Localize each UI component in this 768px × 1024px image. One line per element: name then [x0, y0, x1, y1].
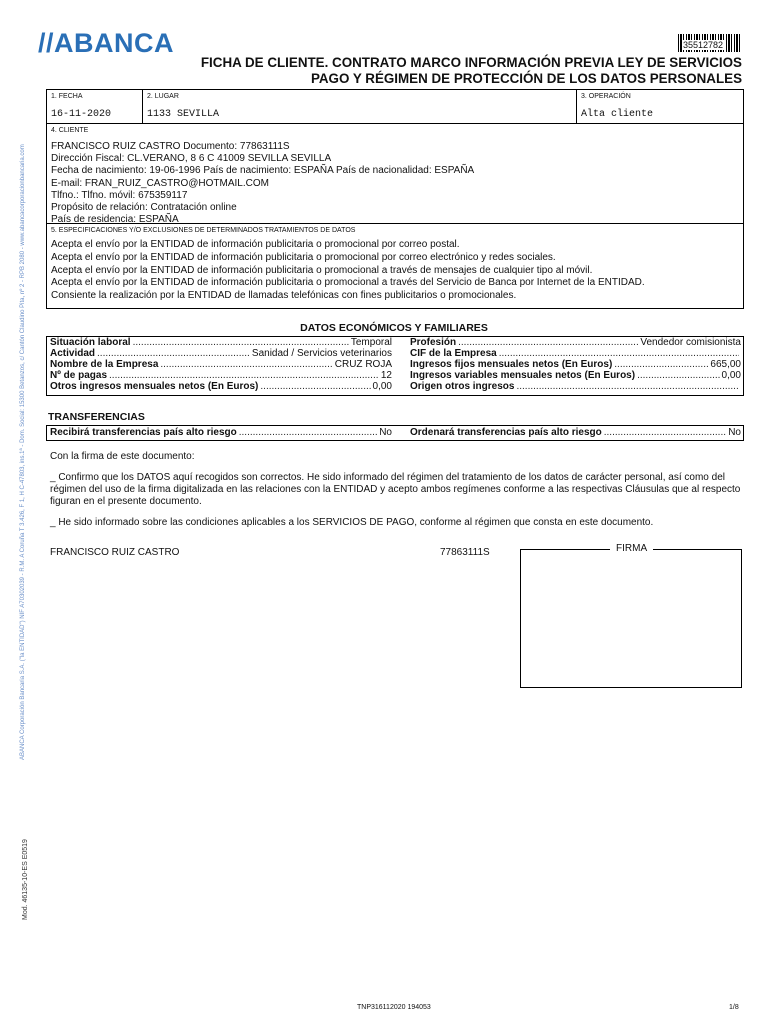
- cliente-line: Dirección Fiscal: CL.VERANO, 8 6 C 41009 SEVILLA SEVILLA: [51, 153, 332, 165]
- especificacion-line: Acepta el envío por la ENTIDAD de información publicitaria o promocional a través de mensajes de cualquier tipo al móvil.: [51, 264, 593, 276]
- economic-row: [410, 348, 741, 359]
- field-label: Otros ingresos mensuales netos (En Euros): [50, 381, 259, 392]
- field-value: CRUZ ROJA: [334, 359, 392, 370]
- field-label: Ordenará transferencias país alto riesgo: [410, 427, 602, 438]
- operacion-box: [576, 89, 744, 124]
- field-label: Nº de pagas: [50, 370, 108, 381]
- transfer-row: [410, 427, 741, 438]
- especificaciones-label: 5. ESPECIFICACIONES Y/O EXCLUSIONES DE DETERMINADOS TRATAMIENTOS DE DATOS: [51, 227, 356, 234]
- title-line-2: PAGO Y RÉGIMEN DE PROTECCIÓN DE LOS DATOS PERSONALES: [310, 71, 742, 86]
- field-value: Temporal: [350, 337, 392, 348]
- especificacion-line: Consiente la realización por la ENTIDAD de llamadas telefónicas con fines publicitarios o promocionales.: [51, 290, 517, 302]
- cliente-details: [51, 141, 474, 226]
- cliente-line: E-mail: FRAN_RUIZ_CASTRO@HOTMAIL.COM: [51, 177, 269, 189]
- abanca-logo: //ABANCA: [38, 28, 174, 58]
- field-value: 0,00: [721, 370, 741, 381]
- cliente-line: Tlfno.: Tlfno. móvil: 675359117: [51, 189, 188, 201]
- transfers-title: TRANSFERENCIAS: [48, 411, 145, 423]
- economic-row: [50, 359, 392, 370]
- fecha-label: 1. FECHA: [51, 93, 83, 100]
- footer-code: TNP316112020 194053: [357, 1004, 431, 1011]
- closing-paragraph-1: _ Confirmo que los DATOS aquí recogidos son correctos. He sido informado del régimen del tratamiento de los datos de carácter personal, así como del régimen del uso de la firma digitalizada en las relaciones con la ENTIDAD y acepto ambos regímenes conforme a las respectivas Cláusulas que al respecto figuran en el presente documento.: [50, 472, 741, 507]
- especificaciones-list: [51, 239, 645, 303]
- field-label: CIF de la Empresa: [410, 348, 497, 359]
- field-label: Profesión: [410, 337, 457, 348]
- operacion-label: 3. OPERACIÓN: [581, 93, 631, 100]
- field-label: Origen otros ingresos: [410, 381, 515, 392]
- especificacion-line: Acepta el envío por la ENTIDAD de información publicitaria o promocional por correo postal.: [51, 239, 460, 250]
- economic-row: [410, 337, 741, 348]
- fecha-box: [46, 89, 143, 124]
- field-value: Sanidad / Servicios veterinarios: [251, 348, 392, 359]
- economic-title: DATOS ECONÓMICOS Y FAMILIARES: [300, 322, 488, 334]
- economic-row: [50, 348, 392, 359]
- page-number: 1/8: [729, 1004, 739, 1011]
- field-value: Vendedor comisionista: [640, 337, 741, 348]
- document-title: [150, 55, 742, 87]
- cliente-line: País de residencia: ESPAÑA: [51, 214, 179, 226]
- economic-row: [50, 370, 392, 381]
- model-code: Mod. 46135-10-ES E0519: [22, 839, 29, 920]
- especificaciones-box: [46, 223, 744, 309]
- signature-box[interactable]: [520, 549, 742, 688]
- fecha-value: 16-11-2020: [51, 109, 112, 120]
- especificacion-line: Acepta el envío por la ENTIDAD de información publicitaria o promocional por correo electrónico y redes sociales.: [51, 251, 556, 263]
- economic-row: [50, 337, 392, 348]
- closing-paragraph-2: _ He sido informado sobre las condiciones aplicables a los SERVICIOS DE PAGO, conforme al régimen que consta en este documento.: [50, 517, 654, 528]
- field-label: Recibirá transferencias país alto riesgo: [50, 427, 237, 438]
- economic-row: [410, 381, 741, 392]
- field-value: No: [379, 427, 392, 438]
- especificacion-line: Acepta el envío por la ENTIDAD de información publicitaria o promocional a través del Servicio de Banca por Internet de la ENTIDAD.: [51, 277, 645, 289]
- operacion-value: Alta cliente: [581, 109, 654, 120]
- field-value: 665,00: [710, 359, 741, 370]
- cliente-label: 4. CLIENTE: [51, 127, 89, 134]
- cliente-line: FRANCISCO RUIZ CASTRO Documento: 77863111S: [51, 141, 290, 152]
- cliente-line: Fecha de nacimiento: 19-06-1996 País de nacimiento: ESPAÑA País de nacionalidad: ESPAÑA: [51, 165, 475, 177]
- economic-row: [50, 381, 392, 392]
- economic-row: [410, 370, 741, 381]
- firma-label: FIRMA: [610, 543, 653, 555]
- lugar-box: [142, 89, 577, 124]
- field-label: Actividad: [50, 348, 96, 359]
- signer-document: 77863111S: [440, 547, 490, 558]
- transfer-row: [50, 427, 392, 438]
- field-value: 12: [380, 370, 392, 381]
- cliente-line: Propósito de relación: Contratación online: [51, 202, 237, 214]
- legal-side-text: ABANCA Corporación Bancaria S.A. ("la ENTIDAD") NIF A70302039 - R.M. A Coruña T 3.426, F 1, H C-47803, ins.1ª - Dom. Social: 15300 Betanzos, c/ Cantón Claudino Pita, nº 2 - RPB 2080 - www.abancacorporacionbancaria.com: [20, 144, 26, 760]
- field-label: Ingresos fijos mensuales netos (En Euros): [410, 359, 613, 370]
- field-value: 0,00: [372, 381, 392, 392]
- barcode-number: 35512782: [683, 40, 724, 50]
- field-label: Ingresos variables mensuales netos (En Euros): [410, 370, 636, 381]
- title-line-1: FICHA DE CLIENTE. CONTRATO MARCO INFORMACIÓN PREVIA LEY DE SERVICIOS: [200, 55, 742, 70]
- signer-name: FRANCISCO RUIZ CASTRO: [50, 547, 180, 558]
- field-label: Situación laboral: [50, 337, 131, 348]
- cliente-box: [46, 123, 744, 224]
- closing-intro: Con la firma de este documento:: [50, 451, 195, 462]
- economic-row: [410, 359, 741, 370]
- field-value: No: [728, 427, 741, 438]
- field-label: Nombre de la Empresa: [50, 359, 159, 370]
- lugar-label: 2. LUGAR: [147, 93, 179, 100]
- lugar-value: 1133 SEVILLA: [147, 109, 220, 120]
